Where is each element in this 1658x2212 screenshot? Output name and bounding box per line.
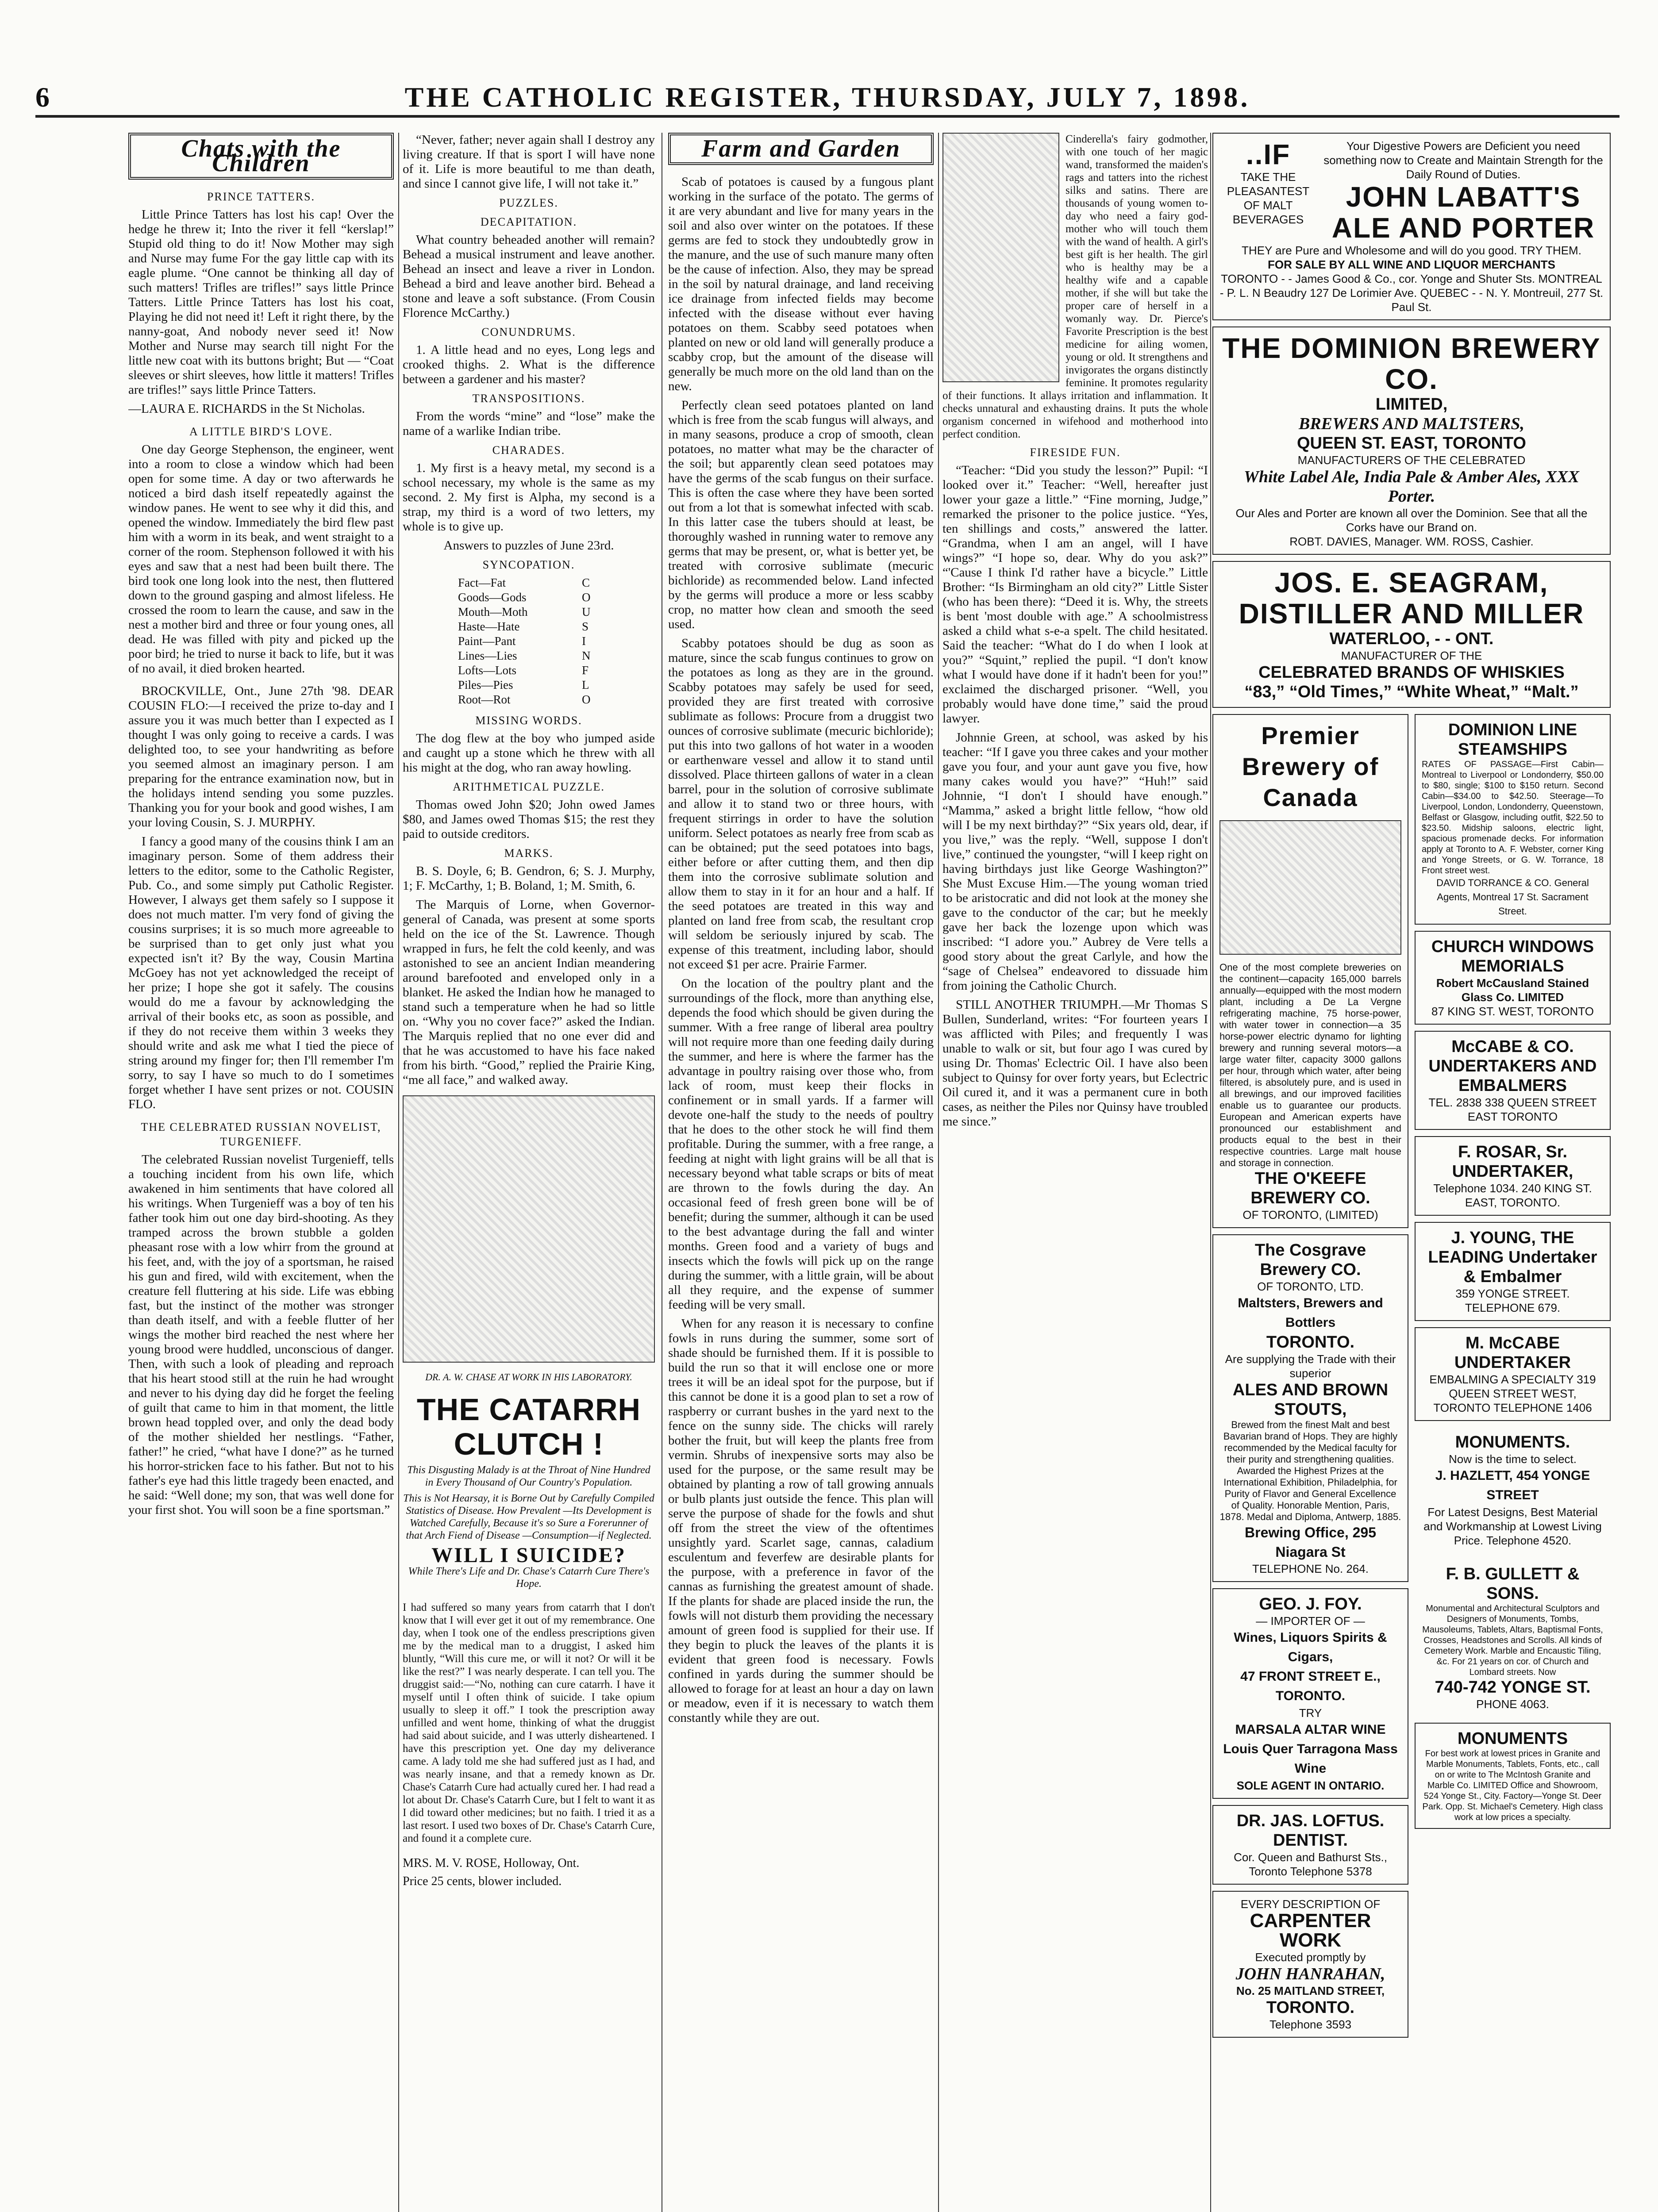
column-rule [398,133,399,2212]
syncopation-table [458,576,600,707]
column-puzzles [403,133,655,2212]
foy-louis: Louis Quer Tarragona Mass Wine [1223,1742,1398,1776]
column-children [128,133,394,2212]
seagram-loc: WATERLOO, - - ONT. [1329,630,1494,648]
m-mccabe-ad [1415,1327,1611,1421]
foy-altar: MARSALA ALTAR WINE [1235,1722,1386,1737]
arith-title: ARITHMETICAL PUZZLE. [453,780,605,793]
letter-text: BROCKVILLE, Ont., June 27th '98. DEAR COUSIN FLO:—I received the prize to-day and I assure you it was much better than I expected as I thought I was only going to receive a cards. I was delighted too, to see your handwriting as before you seemed almost an imaginary person. I am preparing for the entrance examination now, but in the holidays intend sending you some puzzles. Thanking you for your book and good wishes, I am your loving Cousin, S. J. MURPHY. [128,684,394,830]
labatt-name: JOHN LABATT'S [1346,181,1581,213]
rosar-addr: Telephone 1034. 240 KING ST. EAST, TORONTO. [1433,1182,1592,1209]
hazlett-ad [1415,1427,1611,1553]
syn-letter: F [582,664,589,677]
cosgrave-office: Brewing Office, 295 Niagara St [1245,1525,1376,1560]
loftus-title: DENTIST. [1273,1831,1348,1850]
bird-story [128,424,394,676]
ads-row [1212,714,1611,2044]
monuments-title: MONUMENTS. [1455,1433,1570,1452]
seagram-list: “83,” “Old Times,” “White Wheat,” “Malt.” [1244,683,1579,701]
fireside-text: “Teacher: “Did you study the lesson?” Pupil: “I looked over it.” Teacher: “Well, hereafter just lower your gaze a little.” “Fine morning, Judge,” remarked the prisoner to the police justice. “Yes, ten shillings and costs,” answered the latter. “Grandma, when I am an angel, will I have wings?” “I hope so, dear. Why do you ask?” “'Cause I think I'd rather have a bicycle.” Little Brother: “Is Birmingham an old city?” Little Sister (who has been there): “Deed it is. Why, the streets is bent 'most double with age.” A schoolmistress asked a child what s-e-a spelt. The child hesitated. Said the teacher: “What do I do when I look at you?” “Squint,” replied the pupil. “I don't know what I would have done if it hadn't been for you!” exclaimed the discharged prisoner. “Well, you probably would have done time,” said the proud lawyer. [942,463,1208,726]
farm-section [668,175,934,1725]
young-addr: 359 YONGE STREET. TELEPHONE 679. [1455,1287,1570,1314]
syn-word: Mouth—Moth [458,605,528,618]
loftus-ad [1212,1805,1408,1885]
syncopation-title: SYNCOPATION. [482,558,575,571]
syn-letter: U [582,605,591,618]
foy-ad [1212,1588,1408,1799]
hazlett-text: For Latest Designs, Best Material and Workmanship at Lowest Living Price. Telephone 4520. [1423,1505,1602,1547]
foy-wines: Wines, Liquors Spirits & Cigars, [1234,1630,1387,1664]
syn-word: Lofts—Lots [458,664,516,677]
rosar-ad [1415,1136,1611,1216]
syn-letter: C [582,576,590,589]
cosgrave-tel: TELEPHONE No. 264. [1252,1562,1369,1575]
puzzle-text: What country beheaded another will remain? Behead a musical instrument and leave another. Behead an insect and leave a river in London. Behead a bird and leave another bird. Behead a stone and leave a soft substance. (From Cousin Florence McCarthy.) [403,233,655,320]
labatt-take: TAKE THE PLEASANTEST OF MALT BEVERAGES [1227,170,1310,226]
marks-text: B. S. Doyle, 6; B. Gendron, 6; S. J. Murphy, 1; F. McCarthy, 1; B. Boland, 1; M. Smith, 6. [403,864,655,893]
hanrahan-addr: No. 25 MAITLAND STREET, [1236,1984,1385,1997]
mccausland-name: Robert McCausland Stained Glass Co. LIMITED [1436,976,1589,1004]
carpenter-exec: Executed promptly by [1255,1951,1366,1964]
catarrh-subhead-2: This is Not Hearsay, it is Borne Out by Carefully Compiled Statistics of Disease. How Prevalent —Its Development is Watched Carefully, Because it's so Sure a Forerunner of that Arch Fiend of Disease —Consumption—if Neglected. [403,1493,654,1541]
poem-section [128,189,394,416]
seagram-name: JOS. E. SEAGRAM, [1274,567,1549,599]
foy-importer: — IMPORTER OF — [1256,1614,1365,1628]
hanrahan-every: EVERY DESCRIPTION OF [1240,1897,1381,1911]
dominion-limited: LIMITED, [1375,395,1448,414]
will-subhead: While There's Life and Dr. Chase's Catarrh Cure There's Hope. [408,1566,650,1590]
church-title: CHURCH WINDOWS MEMORIALS [1431,937,1594,975]
syn-letter: O [582,591,591,604]
dominion-line-ad [1415,714,1611,925]
story-title: A LITTLE BIRD'S LOVE. [189,425,333,438]
puzzles-section [403,196,655,1087]
will-price: Price 25 cents, blower included. [403,1874,562,1888]
poultry-text: On the location of the poultry plant and the surroundings of the flock, more than anything else, depends the food which should be given during the summer. With a free range of liberal area poultry will not require more than one feeding daily during the summer, and here is where the farmer has the advantage in poultry raising over those who, from lack of room, must keep their flocks in confinement or in small yards. If a farmer will devote one-half the study to the needs of poultry that he does to the other stock he will find them profitable. During the summer, with a free range, a feeding at night with light grains will be all that is necessary beyond what table scraps or bits of meat are thrown to the fowls during the day. An occasional feed of fresh green bone will be of benefit; during the summer, although it can be used to the best advantage during the fall and winter months. Green food and a variety of bugs and insects which the fowls will pick up on the range during the summer, with a little grain, will be about all they require, and the expense of summer feeding will be very small. [668,976,934,1312]
letter-section [128,684,394,1112]
column-fireside [942,133,1208,2212]
mccabe-co-addr: TEL. 2838 338 QUEEN STREET EAST TORONTO [1428,1096,1597,1123]
syn-letter: S [582,620,589,633]
gullett-phone: PHONE 4063. [1476,1697,1549,1711]
column-rule [938,133,939,2212]
conundrum-text: 1. A little head and no eyes, Long legs and crooked thighs. 2. What is the difference between a gardener and his master? [403,343,655,386]
ads-right [1415,714,1611,2044]
fireside-stories: Johnnie Green, at school, was asked by his teacher: “If I gave you three cakes and your mother gave you four, and your aunt gave you five, how many cakes would you have?” “Huh!” said Johnnie, “I don't I should have enough.” “Mamma,” asked a bright little fellow, “how old will I be my next birthday?” “Six years old, dear, if you live,” was the reply. “Well, suppose I don't live,” continued the youngster, “will I keep right on having birthdays just like George Washington?” She Must Excuse Him.—The young woman tried to be aristocratic and did not look at the money she gave to the conductor of the car; but he meekly gave her back the lozenge upon which was inscribed: “I adore you.” Aubrey de Vere tells a good story about the great Carlyle, and how the “sage of Chelsea” endeavored to dissuade him from joining the Catholic Church. [942,730,1208,993]
illustration-caption: DR. A. W. CHASE AT WORK IN HIS LABORATORY. [425,1371,632,1382]
catarrh-headline: THE CATARRH CLUTCH ! [416,1392,641,1461]
scab-text-3: Scabby potatoes should be dug as soon as mature, since the scab fungus continues to grow on the potatoes as long as they are in the ground. Scabby potatoes may safely be used for seed, provided they are first treated with corrosive sublimate as follows: Procure from a druggist two ounces of corrosive sublimate (mecuric bichloride); put this into two gallons of hot water in a wooden or earthenware vessel and allow it to stand until dissolved. Place thirteen gallons of water in a clean barrel, pour in the solution of corrosive sublimate and allow it to stand two or three hours, with frequent stirrings in order to have the solution uniform. Select potatoes as nearly free from scab as can be obtained; put the seed potatoes into bags, either before or after cutting them, and then dip them into the corrosive sublimate solution and allow them to stay in it for an hour and a half. If the seed potatoes are treated in this way and planted on land free from scab, the resultant crop will seldom be seriously injured by scab. The expense of this treatment, including labor, should not exceed $1 per acre. Prairie Farmer. [668,636,934,972]
syn-letter: O [582,693,591,706]
mcintosh-text: For best work at lowest prices in Granite and Marble Monuments, Tablets, Fonts, etc., call on or write to The McIntosh Granite and Marble Co. LIMITED Office and Showroom, 524 Yonge St., City. Factory—Yonge St. Deer Park. Opp. St. Michael's Cemetery. High class work at low prices a specialty. [1422,1749,1603,1822]
cosgrave-text: Brewed from the finest Malt and best Bavarian brand of Hops. They are highly recommended by the Medical faculty for their purity and strengthening qualities. Awarded the Highest Prizes at the International Exhibition, Philadelphia, for Purity of Flavor and General Excellence of Quality. Honorable Mention, Paris, 1878. Medal and Diploma, Antwerp, 1885. [1219,1419,1401,1522]
cosgrave-maltsters: Maltsters, Brewers and Bottlers [1238,1296,1383,1330]
cosgrave-loc: TORONTO. [1266,1333,1355,1352]
chats-header: Chats with the Children [128,133,394,180]
shade-text: When for any reason it is necessary to confine fowls in runs during the summer, some sort of shade should be furnished them. If it is possible to build the run so that it will enclose one or more trees it will be an ideal spot for the purpose, but if this cannot be done it is a good plan to set a row of raspberry or currant bushes in the yard next to the fence on the sunny side. The chicks will rarely bother the fruit, but will keep the plants free from vermin. Shrubs of inexpensive sorts may also be used for the purpose, or the same result may be obtained by planting a row of tall growing annuals or bulb plants just outside the fence. This plan will serve the purpose of shade for the fowls and shut off from the street the view of the oftentimes unsightly yard. Scarlet sage, cannas, caladium esculentum and feverfew are desirable plants for the purpose, with a preference in favor of the cannas as furnishing the greatest amount of shade. If the plants for shade are placed inside the run, the fowls will not disturb them providing the necessary amount of green food is supplied for their use. If they begin to pluck the leaves of the plants it is evident that green food is necessary. Fowls confined in yards during the summer should be allowed to forage for at least an hour a day on lawn or meadow, even if it is necessary to watch them constantly while they are out. [668,1317,934,1725]
syn-word: Haste—Hate [458,620,520,633]
dominion-sub: BREWERS AND MALTSTERS, [1298,415,1524,433]
syn-word: Lines—Lies [458,649,517,662]
will-headline: WILL I SUICIDE? [431,1544,626,1567]
labatt-sale: FOR SALE BY ALL WINE AND LIQUOR MERCHANTS [1268,258,1555,271]
answers-title: Answers to puzzles of June 23rd. [443,538,614,553]
dominion-line-text: RATES OF PASSAGE—First Cabin—Montreal to Liverpool or Londonderry, $50.00 to $80, single; $100 to $150 return. Second Cabin—$34.00 to $42.50. Steerage—To Liverpool, London, Londonderry, Queenstown, Belfast or Glasgow, including outfit, $22.50 to $23.50. Midship saloons, electric light, spacious promenade decks. For information apply at Toronto to A. F. Webster, corner King and Yonge Streets, or G. W. Torrance, 18 Front street west. [1422,760,1604,876]
hanrahan-name: JOHN HANRAHAN, [1235,1965,1385,1983]
okeefe-name: THE O'KEEFE BREWERY CO. [1250,1169,1370,1207]
gullett-text: Monumental and Architectural Sculptors and Designers of Monuments, Tombs, Mausoleums, Tablets, Altars, Baptismal Fonts, Crosses, Headstones and Scrolls. All kinds of Cemetery Work. Marble and Encaustic Tiling, &c. For 21 years on cor. of Church and Lombard streets. Now [1422,1604,1603,1677]
gullett-addr: 740-742 YONGE ST. [1435,1678,1591,1697]
column-rule [1210,133,1211,2212]
labatt-ad [1212,133,1611,320]
dominion-line-agent: DAVID TORRANCE & CO. General Agents, Montreal 17 St. Sacrament Street. [1436,877,1589,917]
cosgrave-sub: OF TORONTO, LTD. [1257,1280,1364,1293]
dominion-brewery-ad [1212,326,1611,555]
seagram-brands: CELEBRATED BRANDS OF WHISKIES [1258,663,1565,682]
labatt-tagline: Your Digestive Powers are Deficient you need something now to Create and Maintain Strength for the Daily Round of Duties. [1323,139,1603,181]
syn-word: Goods—Gods [458,591,527,604]
premier-title: Premier Brewery of Canada [1242,722,1379,811]
dominion-note: Our Ales and Porter are known all over the Dominion. See that all the Corks have our Brand on. [1235,507,1588,534]
fireside-title: FIRESIDE FUN. [1030,446,1121,459]
cosgrave-ales: ALES AND BROWN STOUTS, [1232,1381,1389,1419]
lorne-text: The Marquis of Lorne, when Governor-general of Canada, was present at some sports held on the ice of the St. Lawrence. Though wrapped in furs, he felt the cold keenly, and was astonished to see an ancient Indian meandering around barefooted and enveloped only in a blanket. He asked the Indian how he managed to stand such a temperature when he had so little on. “Why you no cover face?” asked the Indian. The Marquis replied that no one ever did and that he was accustomed to have his face naked from his birth. “Good,” replied the Prairie King, “me all face,” and walked away. [403,898,655,1087]
charade-text: 1. My first is a heavy metal, my second is a school necessary, my whole is the same as my second. 2. My first is Alpha, my second is a strap, my third is a word of two letters, my whole is to give up. [403,461,655,534]
syn-letter: I [582,634,586,648]
marks-title: MARKS. [504,847,554,860]
brewery-illustration [1219,820,1401,955]
masthead-title: THE CATHOLIC REGISTER, THURSDAY, JULY 7, 1898. [404,81,1250,113]
transpositions-title: TRANSPOSITIONS. [472,392,585,405]
okeefe-sub: OF TORONTO, (LIMITED) [1243,1208,1378,1221]
poem-text: Little Prince Tatters has lost his cap! Over the hedge he threw it; Into the river it fell “kerslap!” Stupid old thing to do it! Now Mother may sigh and Nurse may fume For the gay little cap with its eagle plume. “One cannot be thinking all day of such matters! Trifles are trifles!” says little Prince Tatters. Little Prince Tatters has lost his coat, Playing he did not need it! Left it right there, by the nanny-goat, And nobody never seed it! Now Mother and Nurse may search till night For the little new coat with its buttons bright; But — “Coat sleeves or shirt sleeves, how little it matters! Trifles are trifles!” says little Prince Tatters. [128,207,394,397]
young-ad [1415,1222,1611,1321]
syn-word: Paint—Pant [458,634,516,648]
syn-letter: L [582,678,589,691]
pierce-ad-text: Cinderella's fairy godmother, with one touch of her magic wand, transformed the maiden's rags and tatters into the richest silks and satins. There are thousands of young women to-day who need a fairy god-mother who will touch them with the wand of health. A girl's best gift is her health. The girl who is healthy may be a healthy wife and a capable mother, if she will but take the proper care of herself in a womanly way. Dr. Pierce's Favorite Prescription is the best medicine for ailing women, young or old. It strengthens and invigorates the organs distinctly feminine. It promotes regularity of their functions. It allays irritation and inflammation. It checks unnatural and exhausting drains. It puts the whole organism concerned in wifehood and motherhood into perfect condition. [942,133,1208,440]
chase-laboratory-illustration [403,1095,655,1363]
charades-title: CHARADES. [492,444,565,457]
poem-author: —LAURA E. RICHARDS in the St Nicholas. [128,402,365,416]
fireside-section [942,445,1208,1129]
novelist-title: THE CELEBRATED RUSSIAN NOVELIST, TURGENIEFF. [141,1121,381,1148]
m-mccabe-addr: EMBALMING A SPECIALTY 319 QUEEN STREET WEST, TORONTO TELEPHONE 1406 [1429,1373,1596,1414]
dominion-sig: ROBT. DAVIES, Manager. WM. ROSS, Cashier. [1289,535,1534,548]
syn-word: Fact—Fat [458,576,506,589]
decapitation-title: DECAPITATION. [480,215,577,228]
monuments-now: Now is the time to select. [1449,1452,1577,1466]
young-title: J. YOUNG, THE LEADING Undertaker & Embalmer [1428,1229,1597,1286]
dominion-products: White Label Ale, India Pale & Amber Ales, XXX Porter. [1244,468,1579,506]
poem-title: PRINCE TATTERS. [207,190,315,203]
intro-text: “Never, father; never again shall I destroy any living creature. If that is sport I will have none of it. Life is more beautiful to me than death, and since I cannot give life, I will not take it.” [403,133,655,191]
will-text: I had suffered so many years from catarrh that I don't know that I will ever get it out of my remembrance. One day, when I took one of the endless prescriptions given me by the medical man to a druggist, I asked him bluntly, “Will this cure me, or will it not? Or will it be like the rest?” I was nearly desperate. I can tell you. The druggist said:—“No, nothing can cure catarrh. I have it myself until I often think of suicide. I take opium usually to sleep it off.” I took the prescription away unfilled and went home, thinking of what the druggist had said about suicide, and I was utterly disheartened. I have this prescription yet. One day my deliverance came. A lady told me she had suffered just as I had, and was nearly insane, and that a remedy known as Dr. Chase's Catarrh Cure had actually cured her. I had read a lot about Dr. Chase's Catarrh Cure, but I felt to want it as I did toward other medicines; but no faith. I tried it as a last resort. I used two boxes of Dr. Chase's Catarrh Cure, and found it a complete cure. [403,1601,655,1844]
novelist-section [128,1120,394,1517]
mccausland-addr: 87 KING ST. WEST, TORONTO [1431,1005,1594,1018]
labatt-if: ..IF [1246,138,1291,170]
foy-name: GEO. J. FOY. [1259,1595,1362,1613]
mcintosh-title: MONUMENTS [1457,1729,1568,1748]
church-windows-ad [1415,931,1611,1025]
arith-text: Thomas owed John $20; John owed James $80, and James owed Thomas $15; the rest they paid to outside creditors. [403,798,655,841]
foy-try: TRY [1299,1706,1322,1720]
still-triumph: STILL ANOTHER TRIUMPH.—Mr Thomas S Bullen, Sunderland, writes: “For fourteen years I was afflicted with Piles; and frequently I was unable to walk or sit, but four ago I was cured by using Dr. Thomas' Eclectric Oil. I have also been subject to Quinsy for over forty years, but Eclectric Oil cured it, and it was a permanent cure in both cases, as neither the Piles nor Quinsy have troubled me since.” [942,998,1208,1129]
hanrahan-loc: TORONTO. [1266,1998,1355,2017]
novelist-text: The celebrated Russian novelist Turgenieff, tells a touching incident from his own life, which awakened in him sentiments that have colored all his writings. When Turgenieff was a boy of ten his father took him out one day bird-shooting. As they tramped across the brown stubble a golden pheasant rose with a low whirr from the ground at his feet, and, with the joy of a sportsman, he raised his gun and fired, wild with excitement, when the creature fell fluttering at his side. Life was ebbing fast, but the instinct of the mother was stronger than death itself, and with a feeble flutter of her wings the mother bird reached the nest where her young brood were huddled, unconscious of danger. Then, with such a look of pleading and reproach that his heart stood still at the ruin he had wrought and never to his dying day did he forget the feeling of guilt that came to him in that moment, the little brown head toppled over, and only the dead body of the mother shielded her nestlings. “Father, father!” he cried, “what have I done?” as he turned his horror-stricken face to his father. But not to his father's eye had this little tragedy been enacted, and he said: “Well done; my son, that was well done for your first shot. You will soon be a fine sportsman.” [128,1152,394,1517]
cosgrave-ad [1212,1234,1408,1582]
farm-header: Farm and Garden [668,133,934,165]
seagram-ad [1212,561,1611,708]
foy-addr: 47 FRONT STREET E., [1240,1669,1381,1684]
page-number: 6 [35,81,50,113]
syn-word: Root—Rot [458,693,511,706]
loftus-addr: Cor. Queen and Bathurst Sts., Toronto Telephone 5378 [1234,1851,1387,1878]
scab-text: Scab of potatoes is caused by a fungous plant working in the surface of the potato. The germs of it are very abundant and live for many years in the soil and also over winter on the potatoes. If these germs are fed to stock they undoubtedly grow in the manure, and the use of such manure many often be the cause of infection. Also, they may be spread in the soil by natural drainage, and land receiving ice drainage from infected fields may become infected with the disease without ever having potatoes on them. Scabby seed potatoes when planted on new or old land will generally produce a scabby crop, but the amount of the disease will generally be much more on the old land than on the new. [668,175,934,393]
hanrahan-ad [1212,1891,1408,2038]
carpenter-title: CARPENTER WORK [1250,1910,1371,1951]
puzzles-title: PUZZLES. [499,196,558,209]
okeefe-ad [1212,714,1408,1228]
mcintosh-ad [1415,1723,1611,1829]
conundrums-title: CONUNDRUMS. [481,326,576,338]
hazlett-name: J. HAZLETT, 454 YONGE STREET [1435,1468,1590,1502]
foy-sole: SOLE AGENT IN ONTARIO. [1236,1779,1385,1792]
catarrh-subhead: This Disgusting Malady is at the Throat of Nine Hundred in Every Thousand of Our Country's Population. [407,1464,650,1488]
column-farm [668,133,934,2212]
mccabe-co-title: McCABE & CO. UNDERTAKERS AND EMBALMERS [1428,1037,1597,1095]
premier-text: One of the most complete breweries on the continent—capacity 165,000 barrels annually—equipped with the most modern plant, including a De La Vergne refrigerating machine, 75 horse-power, with water tower in connection—a 35 horse-power electric dynamo for lighting brewery and running several motors—a large water filter, capacity 3000 gallons per hour, through which water, after being filtered, is absolutely pure, and is used in all brewings, and our improved facilities enable us to guarantee our products. European and American experts have pronounced our establishment and products equal to the best in their respective countries. Large malt house and storage in connection. [1219,962,1401,1168]
dominion-mfr: MANUFACTURERS OF THE CELEBRATED [1297,453,1526,467]
labatt-product: ALE AND PORTER [1331,212,1595,244]
seagram-title: DISTILLER AND MILLER [1239,598,1585,630]
labatt-agents: TORONTO - - James Good & Co., cor. Yonge and Shuter Sts. MONTREAL - P. L. N Beaudry 127 De Lorimier Ave. QUEBEC - - N. Y. Montreuil, 277 St. Paul St. [1219,272,1604,314]
loftus-name: DR. JAS. LOFTUS. [1236,1812,1385,1830]
column-ads [1212,133,1611,2212]
transposition-text: From the words “mine” and “lose” make the name of a warlike Indian tribe. [403,409,655,438]
will-signature: MRS. M. V. ROSE, Holloway, Ont. [403,1856,580,1870]
m-mccabe-title: M. McCABE UNDERTAKER [1454,1334,1571,1372]
seagram-mfr: MANUFACTURER OF THE [1341,649,1482,662]
foy-loc: TORONTO. [1275,1689,1346,1703]
missing-text: The dog flew at the boy who jumped aside and caught up a stone which he threw with all his might at the dog, who ran away howling. [403,731,655,775]
mccabe-co-ad [1415,1031,1611,1130]
labatt-pure: THEY are Pure and Wholesome and will do you good. TRY THEM. [1242,244,1581,257]
ads-left [1212,714,1408,2044]
missing-title: MISSING WORDS. [475,714,582,727]
gullett-ad [1415,1559,1611,1717]
cosgrave-note: Are supplying the Trade with their superior [1225,1352,1396,1380]
editor-note: I fancy a good many of the cousins think I am an imaginary person. Some of them address their letters to the editor, some to the Catholic Register, Pub. Co., and some simply put Catholic Register. However, I always get them safely so I suppose it does not much matter. I'm very fond of giving the cousins surprises; it is so much more agreeable to be surprised than to get only just what you expected isn't it? By the way, Cousin Martina McGoey has not yet acknowledged the receipt of her prize; I hope she got it safely. The cousins would do me a favour by acknowledging the arrival of their books etc, as soon as possible, and if they do not receive them within 3 weeks they should write and ask me what I tied the piece of string around my finger for; then I'll remember I'm sorry, to say I have so much to do I sometimes forget whether I have sent prizes or not. COUSIN FLO. [128,834,394,1111]
dominion-addr: QUEEN ST. EAST, TORONTO [1296,434,1526,453]
masthead [35,80,1620,118]
scab-text-2: Perfectly clean seed potatoes planted on land which is free from the scab fungus will always, and in many seasons, produce a crop of smooth, clean potatoes, no matter what may be the character of the soil; but apparently clean seed potatoes may have the germs of the scab fungus on their surface. This is often the case where they have been sorted out from a lot that is somewhat infected with scab. In this latter case the tubers should at least, be thoroughly washed in running water to remove any germs that may be present, or, what is better yet, be treated with corrosive sublimate (mecuric bichloride) as recommended below. Land infected by the germs will produce a more or less scabby crop, no matter how clean and smooth the seed used. [668,398,934,631]
dominion-name: THE DOMINION BREWERY CO. [1222,332,1601,395]
cinderella-illustration [942,133,1059,382]
cosgrave-name: The Cosgrave Brewery CO. [1254,1241,1366,1279]
syn-word: Piles—Pies [458,678,513,691]
gullett-name: F. B. GULLETT & SONS. [1446,1565,1580,1603]
hanrahan-tel: Telephone 3593 [1269,2018,1352,2031]
rosar-title: F. ROSAR, Sr. UNDERTAKER, [1452,1143,1573,1181]
syn-letter: N [582,649,591,662]
dominion-line-title: DOMINION LINE STEAMSHIPS [1448,721,1577,759]
story-text: One day George Stephenson, the engineer, went into a room to close a window which had been open for some time. A day or two afterwards he noticed a bird dash itself repeatedly against the window panes. He went to see why it did this, and opened the window. Immediately the bird flew past him with a worm in its beak, and went straight to a corner of the room. Stephenson followed it with his eyes and saw that a nest had been built there. The bird took one long look into the nest, then fluttered down to the ground gasping and almost lifeless. He crossed the room to learn the cause, and saw in the nest a mother bird and three or four young ones, all dead. He was filled with pity and picked up the poor bird; he tried to nurse it back to life, but it was of no avail, it died broken hearted. [128,442,394,676]
